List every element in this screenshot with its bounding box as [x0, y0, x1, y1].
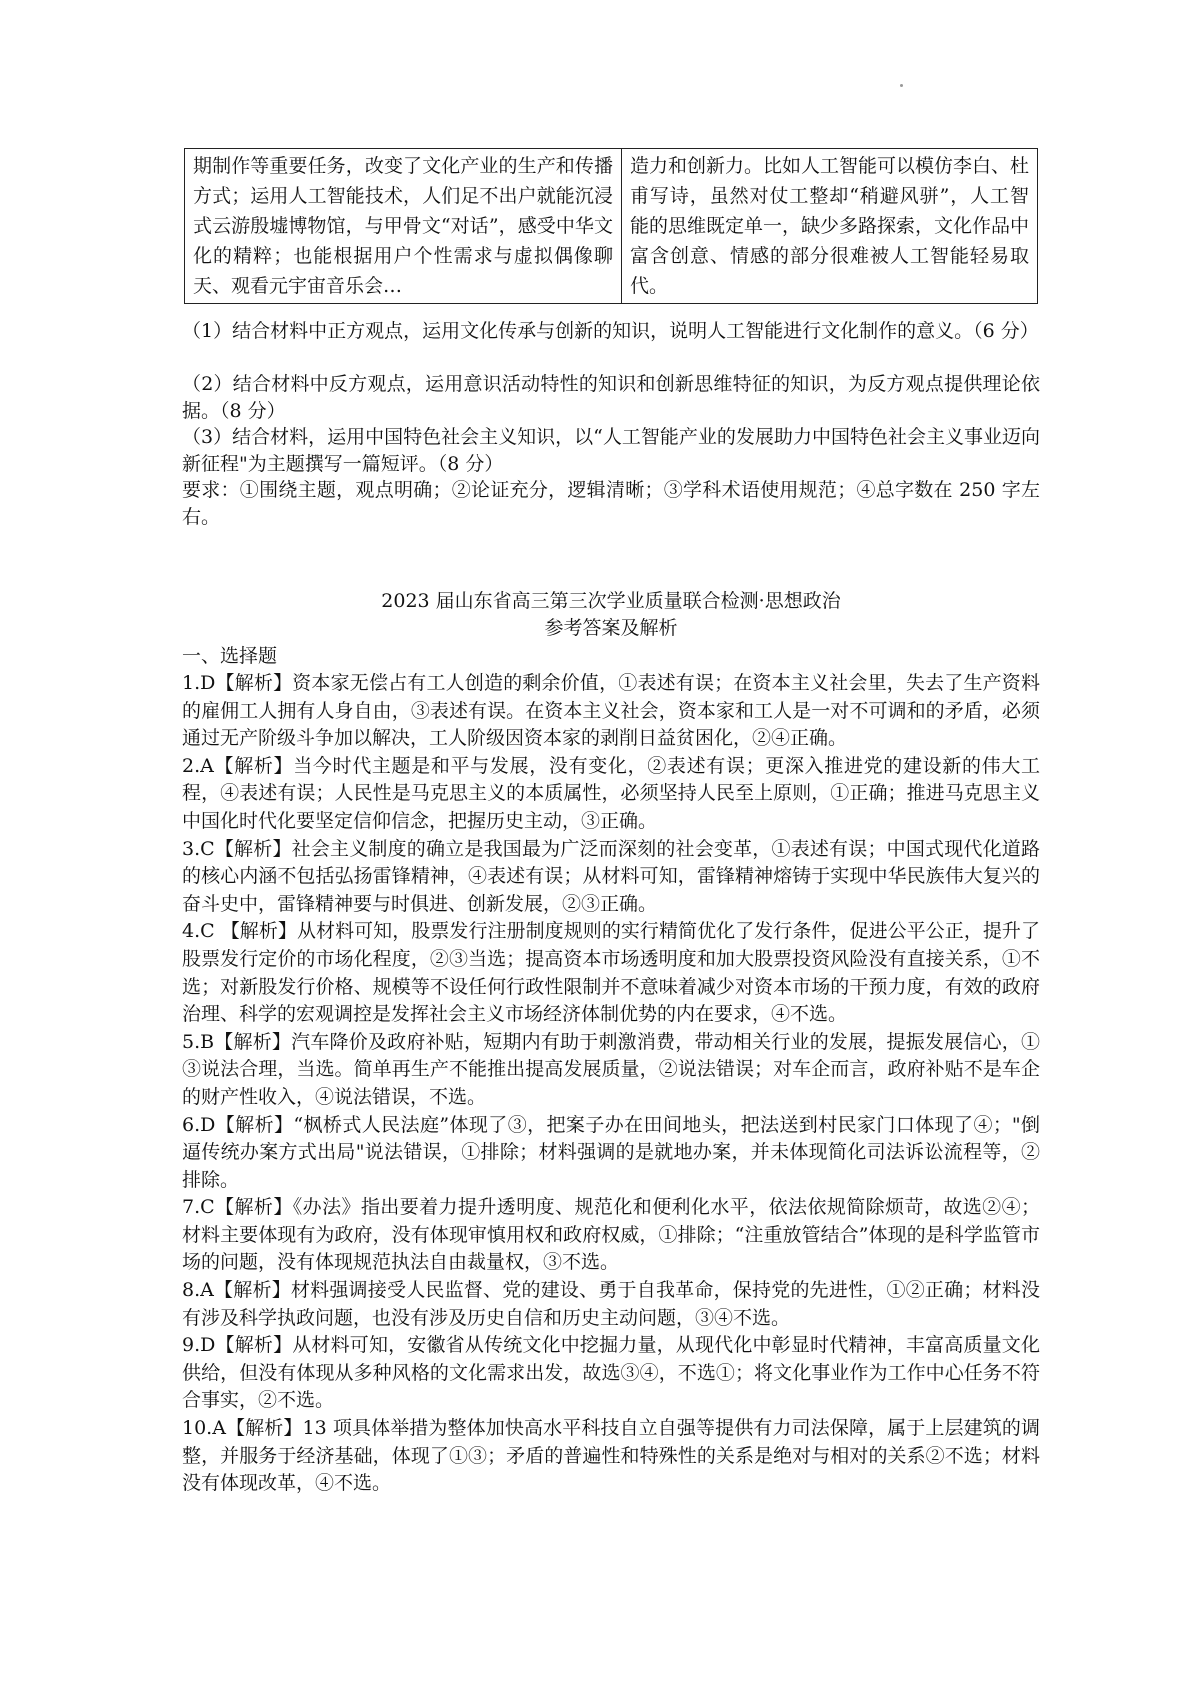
answer-item-7: 7.C【解析】《办法》指出要着力提升透明度、规范化和便利化水平，依法依规简除烦苛，故选②④；材料主要体现有为政府，没有体现审慎用权和政府权威，①排除；“注重放管结合”体现的是科学监管市场的问题，没有体现规范执法自由裁量权，③不选。 — [182, 1196, 1040, 1274]
answer-item-4: 4.C 【解析】从材料可知，股票发行注册制度规则的实行精简优化了发行条件，促进公平公正，提升了股票发行定价的市场化程度，②③当选；提高资本市场透明度和加大股票投资风险没有直接关系，①不选；对新股发行价格、规模等不设任何行政性限制并不意味着减少对资本市场的干预力度，有效的政府治理、科学的宏观调控是发挥社会主义市场经济体制优势的内在要求，④不选。 — [182, 920, 1040, 1026]
answer-item-9: 9.D【解析】从材料可知，安徽省从传统文化中挖掘力量，从现代化中彰显时代精神，丰富高质量文化供给，但没有体现从多种风格的文化需求出发，故选③④，不选①；将文化事业作为工作中心任务不符合事实，②不选。 — [182, 1334, 1040, 1412]
answer-key-title: 2023 届山东省高三第三次学业质量联合检测·思想政治 — [381, 590, 841, 612]
question-1: （1）结合材料中正方观点，运用文化传承与创新的知识，说明人工智能进行文化制作的意义。（6 分） — [182, 320, 1039, 342]
answer-item-8: 8.A【解析】材料强调接受人民监督、党的建设、勇于自我革命，保持党的先进性，①②正确；材料没有涉及科学执政问题，也没有涉及历史自信和历史主动问题，③④不选。 — [182, 1279, 1040, 1329]
material-right-cell: 造力和创新力。比如人工智能可以模仿李白、杜甫写诗，虽然对仗工整却“稍避风骈”，人工智能的思维既定单一，缺少多路探索，文化作品中富含创意、情感的部分很难被人工智能轻易取代。 — [622, 149, 1038, 304]
answer-key-subtitle: 参考答案及解析 — [544, 617, 678, 639]
material-left-cell: 期制作等重要任务，改变了文化产业的生产和传播方式；运用人工智能技术，人们足不出户就能沉浸式云游殷墟博物馆，与甲骨文“对话”，感受中华文化的精粹；也能根据用户个性需求与虚拟偶像聊天、观看元宇宙音乐会… — [185, 149, 622, 304]
section-heading: 一、选择题 — [182, 645, 278, 667]
question-3: （3）结合材料，运用中国特色社会主义知识，以“人工智能产业的发展助力中国特色社会主义事业迈向新征程"为主题撰写一篇短评。（8 分） — [182, 426, 1040, 475]
material-table — [184, 148, 1038, 304]
answer-item-2: 2.A【解析】当今时代主题是和平与发展，没有变化，②表述有误；更深入推进党的建设新的伟大工程，④表述有误；人民性是马克思主义的本质属性，必须坚持人民至上原则，①正确；推进马克思主义中国化时代化要坚定信仰信念，把握历史主动，③正确。 — [182, 754, 1040, 832]
answer-list — [182, 670, 1040, 1498]
answer-item-3: 3.C【解析】社会主义制度的确立是我国最为广泛而深刻的社会变革，①表述有误；中国式现代化道路的核心内涵不包括弘扬雷锋精神，④表述有误；从材料可知，雷锋精神熔铸于实现中华民族伟大复兴的奋斗史中，雷锋精神要与时俱进、创新发展，②③正确。 — [182, 837, 1040, 915]
answer-item-1: 1.D【解析】资本家无偿占有工人创造的剩余价值，①表述有误；在资本主义社会里，失去了生产资料的雇佣工人拥有人身自由，③表述有误。在资本主义社会，资本家和工人是一对不可调和的矛盾，必须通过无产阶级斗争加以解决，工人阶级因资本家的剥削日益贫困化，②④正确。 — [182, 672, 1040, 750]
scan-speck — [900, 84, 903, 87]
answer-item-10: 10.A【解析】13 项具体举措为整体加快高水平科技自立自强等提供有力司法保障，属于上层建筑的调整，并服务于经济基础，体现了①③；矛盾的普遍性和特殊性的关系是绝对与相对的关系②不选；材料没有体现改革，④不选。 — [182, 1417, 1040, 1495]
material-table-row — [185, 149, 1038, 304]
answer-item-6: 6.D【解析】“枫桥式人民法庭”体现了③，把案子办在田间地头，把法送到村民家门口体现了④；"倒逼传统办案方式出局"说法错误，①排除；材料强调的是就地办案，并未体现简化司法诉讼流程等，②排除。 — [182, 1113, 1040, 1191]
essay-requirement: 要求：①围绕主题，观点明确；②论证充分，逻辑清晰；③学科术语使用规范；④总字数在 250 字左右。 — [182, 479, 1040, 528]
question-2: （2）结合材料中反方观点，运用意识活动特性的知识和创新思维特征的知识，为反方观点提供理论依据。（8 分） — [182, 373, 1040, 422]
answer-item-5: 5.B【解析】汽车降价及政府补贴，短期内有助于刺激消费，带动相关行业的发展，提振发展信心，①③说法合理，当选。简单再生产不能推出提高发展质量，②说法错误；对车企而言，政府补贴不是车企的财产性收入，④说法错误，不选。 — [182, 1030, 1040, 1108]
